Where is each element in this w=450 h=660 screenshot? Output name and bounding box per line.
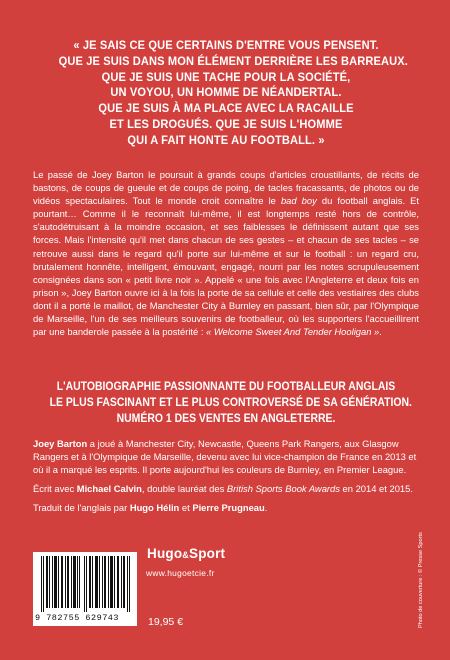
blurb-text: . — [379, 326, 382, 338]
cowriter-paragraph — [33, 482, 419, 495]
price: 19,95 € — [148, 616, 184, 628]
quote-line: QUE JE SUIS DANS MON ÉLÉMENT DERRIÈRE LES BARREAUX. — [58, 53, 408, 68]
award-name: British Sports Book Awards — [226, 483, 340, 495]
translator-name: Pierre Prugneau — [192, 502, 265, 514]
blurb-italic: « Welcome Sweet And Tender Hooligan » — [206, 326, 380, 338]
publisher-logo — [147, 546, 225, 561]
logo-ampersand: & — [182, 550, 189, 560]
cowriter-name: Michael Calvin — [76, 483, 142, 495]
quote-line: QUE JE SUIS UNE TACHE POUR LA SOCIÉTÉ, — [101, 69, 351, 84]
blurb-italic: bad boy — [280, 195, 317, 207]
author-bio — [33, 437, 419, 520]
headline-line: NUMÉRO 1 DES VENTES EN ANGLETERRE. — [116, 412, 336, 425]
author-name: Joey Barton — [33, 438, 88, 449]
logo-text: Hugo — [147, 546, 183, 561]
quote-line: QUI A FAIT HONTE AU FOOTBALL. » — [127, 132, 325, 147]
quote-line: QUE JE SUIS À MA PLACE AVEC LA RACAILLE — [98, 101, 354, 116]
publisher-website: www.hugoetcie.fr — [146, 568, 215, 578]
bio-paragraph — [33, 437, 419, 476]
quote-line: « JE SAIS CE QUE CERTAINS D'ENTRE VOUS PENSENT. — [73, 38, 379, 52]
quote-line: ET LES DROGUÉS. QUE JE SUIS L'HOMME — [109, 116, 343, 131]
bio-text: a joué à Manchester City, Newcastle, Queens Park Rangers, aux Glasgow Rangers et à l'Olympique de Marseille, devenu avec lui vice-champion de France en 2013 et où il a marqué les esprits. Il porte aujourd'hui les couleurs de Burnley, en Premier League. — [33, 438, 417, 476]
bio-text: et — [179, 502, 193, 514]
bio-text: , double lauréat des — [141, 483, 227, 495]
translator-paragraph — [33, 501, 419, 514]
bio-text: en 2014 et 2015. — [339, 483, 413, 495]
isbn-digits: 9 782755 629743 — [35, 613, 120, 623]
blurb-paragraph — [33, 168, 419, 338]
headline-line: L'AUTOBIOGRAPHIE PASSIONNANTE DU FOOTBALLEUR ANGLAIS — [56, 380, 396, 393]
translator-name: Hugo Hélin — [129, 502, 180, 514]
blurb-text: du football anglais. Et pourtant… Comme il le reconnaît lui-même, il est longtemps resté hors de contrôle, s'autodétruisant à la moindre occasion, et ses faiblesses le définissent autant que ses forces. Mais l'intensité qu'il met dans chacun de ses gestes – et chacun de ses tacles – se retrouve aussi dans le regard qu'il porte sur lui-même et sur le football : un regard cru, brutalement honnête, intelligent, émouvant, engagé, nourri par les notes scrupuleusement consignées dans son « petit livre noir ». Appelé « une fois avec l'Angleterre et deux fois en prison », Joey Barton ouvre ici à la fois la porte de sa cellule et celle des vestiaires des clubs dont il a porté le maillot, de Manchester City à Burnley en passant, bien sûr, par l'Olympique de Marseille, l'un de ses meilleurs souvenirs de footballeur, où les supporters l'accueillirent par une banderole passée à la postérité : — [33, 195, 419, 338]
isbn-barcode — [33, 552, 137, 626]
barcode-icon — [39, 556, 131, 612]
bio-text: . — [264, 502, 268, 514]
pull-quote — [58, 38, 408, 149]
bio-text: Traduit de l'anglais par — [33, 502, 130, 514]
blurb-text: Le passé de Joey Barton le poursuit à grands coups d'articles croustillants, de récits de bastons, de coups de gueule et de coups de poing, de tacles fracassants, de photos ou de vidéos spectaculaires. Tout le monde croit connaître le — [33, 169, 419, 207]
headline — [49, 379, 412, 427]
photo-credit: Photo de couverture : © Presse Sports — [418, 532, 424, 628]
headline-line: LE PLUS FASCINANT ET LE PLUS CONTROVERSÉ DE SA GÉNÉRATION. — [49, 396, 412, 409]
bio-text: Écrit avec — [33, 483, 77, 495]
quote-line: UN VOYOU, UN HOMME DE NÉANDERTAL. — [110, 85, 342, 100]
logo-text: Sport — [189, 546, 226, 561]
